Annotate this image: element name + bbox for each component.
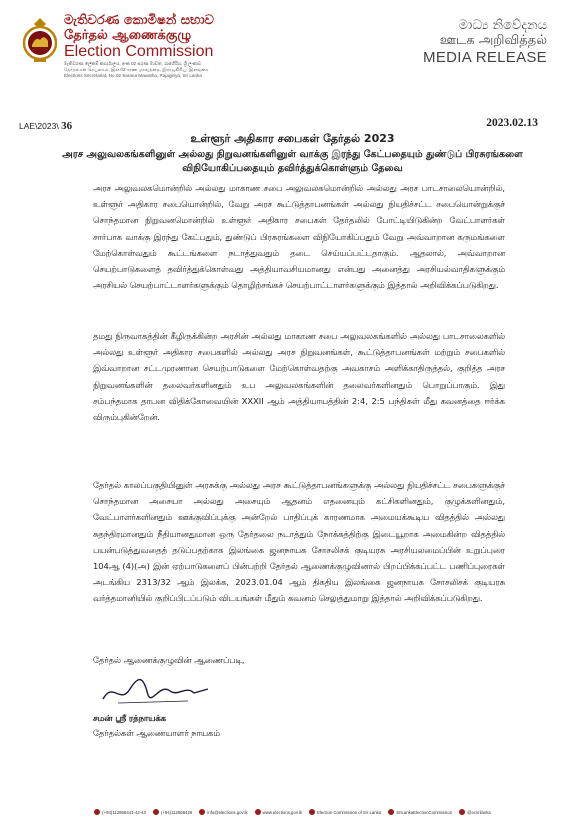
org-name-english: Election Commission	[64, 43, 214, 60]
organization-name	[64, 14, 364, 79]
email-icon	[199, 809, 205, 815]
twitter-icon	[459, 809, 465, 815]
media-release-label	[423, 18, 547, 66]
youtube-icon	[388, 809, 394, 815]
phone-icon	[94, 809, 100, 815]
signatory-title: தேர்தல்கள் ஆணையாளர் நாயகம்	[93, 728, 220, 738]
signatory-name: சமன் ஸ்ரீ ரத்நாயக்க	[93, 713, 166, 723]
footer-email[interactable]: info@elections.gov.lk	[199, 809, 247, 815]
document-title: உள்ளூர் அதிகார சபைகள் தேர்தல் 2023	[190, 132, 395, 145]
org-name-tamil: தேர்தல் ஆணைக்குழு	[64, 28, 192, 43]
paragraph-1: அரச அலுவலகமொன்றில் அல்லது மாகாண சபை அலுவலகமொன்றில் அல்லது அரச பாடசாலையொன்றில், உள்ளூர் அதிகார சபையொன்றில், வேறு அரச கூட்டுத்தாபனங்கள் அல்லது நியதிச்சட்ட சபையொன்றுக்குச் சொந்தமான நிறுவனமொன்றில் உள்ளூர் அதிகார சபைகள் தேர்தலில் போட்டியிடுகின்ற வேட்பாளர்கள் சார்பாக வாக்கு இரந்து கேட்பதும், துண்டுப் பிரசுரங்களை விநியோகிப்பதும் வேறு அவ்வாறான கருமங்களை மேற்கொள்வதும் கூட்டங்களை நடாத்துவதும் தடை செய்யப்பட்டதாகும். ஆதலால், அவ்வாறான செயற்பாடுகளைத் தவிர்த்துக்கொள்வது அத்தியாவசியமானது என்பது அனைத்து அரசியல்வாதிகளுக்கும் அரசியல் செயற்பாட்டாளர்களுக்கும் தொழிற்சங்கச் செயற்பாட்டாளர்களுக்கும் இத்தால் அறிவிக்கப்படுகிறது.	[93, 183, 505, 291]
org-name-sinhala: මැතිවරණ කොමිෂන් සභාව	[64, 13, 214, 28]
reference-number	[19, 120, 72, 132]
letterhead	[0, 0, 585, 80]
footer-twitter[interactable]: @ecsrilanka	[459, 809, 491, 815]
footer-contacts	[0, 800, 585, 824]
footer-phone: (+94)112868441-42-43	[94, 809, 146, 815]
media-release-english: MEDIA RELEASE	[423, 49, 547, 66]
footer-fax: (+94)112868426	[153, 809, 192, 815]
media-release-tamil: ஊடக அறிவித்தல்	[439, 33, 547, 48]
release-date: 2023.02.13	[486, 117, 538, 129]
signature-icon	[98, 675, 213, 709]
footer-youtube[interactable]: SriLankaElectionCommission	[388, 809, 452, 815]
reference-prefix: LAE\2023\	[19, 121, 59, 131]
media-release-sinhala: මාධ්‍ය නිවේදනය	[458, 18, 547, 33]
facebook-icon	[309, 809, 315, 815]
web-icon	[255, 809, 261, 815]
fax-icon	[153, 809, 159, 815]
footer-website[interactable]: www.elections.gov.lk	[255, 809, 302, 815]
closing-line: தேர்தல் ஆணைக்குழுவின் ஆணைப்படி,	[93, 655, 245, 665]
paragraph-2: தமது நிருவாகத்தின் கீழிருக்கின்ற அரசின் அல்லது மாகாண சபை அலுவலகங்களில் அல்லது பாடசாலைகளில் அல்லது உள்ளூர் அதிகார சபைகளில் அல்லது அரச நிறுவனங்கள், கூட்டுத்தாபனங்கள் மற்றும் சபைகளில் இவ்வாறான சட்டமுரணான செயற்பாடுகளை மேற்கொள்வதற்கு அவகாசம் அளிக்காதிருத்தல், குறித்த அரச நிறுவனங்களின் தலைவர்களினதும் உப அலுவலகங்களின் தலைவர்களினதும் பொறுப்பாகும். இது சம்பந்தமாக தாபன விதிக்கோவையின் XXXII ஆம் அத்தியாயத்தின் 2:4, 2:5 பந்திகள் மீது கவனத்தை ஈர்க்க விரும்புகின்றேன்.	[93, 331, 505, 423]
address-english: Elections Secretariat, No.02 Sarana Mawatha, Rajagiriya, Sri Lanka	[64, 73, 202, 78]
footer-facebook[interactable]: Election Commission of Sri Lanka	[309, 809, 381, 815]
paragraph-3: தேர்தல் காலப்பகுதியினுள் அரசுக்கு அல்லது அரச கூட்டுத்தாபனங்களுக்கு அல்லது நியதிச்சட்ட சபைகளுக்குச் சொந்தமான அசையா அல்லது அசையும் ஆதனம் எதனையும் கட்சிகளினதும், குழுக்களினதும், வேட்பாளர்களினதும் ஊக்குவிப்புக்கு அன்றேல் பாதிப்புக் காரணமாக அமையக்கூடிய விதத்தில் அல்லது சுதந்திரமானதும் நீதியானதுமான ஒரு தேர்தலை நடாத்தும் நோக்கத்திற்கு இடையூறாக அமைகின்ற விதத்தில் பயன்படுத்துவதைத் தடுப்பதற்காக இலங்கை ஜனநாயக சோசலிசக் குடியரசு அரசியலமைப்பின் உறுப்புரை 104ஆ (4)(அ) இன் ஏற்பாடுகளைப் பின்பற்றி தேர்தல் ஆணைக்குழுவினால் பிறப்பிக்கப்பட்ட பணிப்புரைகள் அடங்கிய 2313/32 ஆம் இலக்க, 2023.01.04 ஆம் திகதிய இலங்கை ஜனநாயக சோசலிசக் குடியரசு வர்த்தமானியில் குறிப்பிடப்படும் விடயங்கள் மீதும் கவனம் செலுத்துமாறு இத்தால் அறிவிக்கப்படுகிறது.	[93, 480, 505, 604]
address-sinhala: මැතිවරණ ලේකම් කාර්යාලය, අංක 02 සරණ මාවත, රාජගිරිය, ශ්‍රී ලංකාව	[64, 61, 202, 66]
reference-num: 36	[61, 120, 73, 132]
national-emblem-icon	[20, 16, 60, 64]
address-tamil: தேர்தல்கள் செயலகம், இல.02 சரண மாவத்தை, இராஜகிரிய, இலங்கை	[64, 67, 209, 72]
document-subtitle: அரச அலுவலகங்களினுள் அல்லது நிறுவனங்களினுள் வாக்கு இரந்து கேட்பதையும் துண்டுப் பிரசுரங்களை விநியோகிப்பதையும் தவிர்த்துக்கொள்ளும் தேவை	[62, 149, 523, 174]
